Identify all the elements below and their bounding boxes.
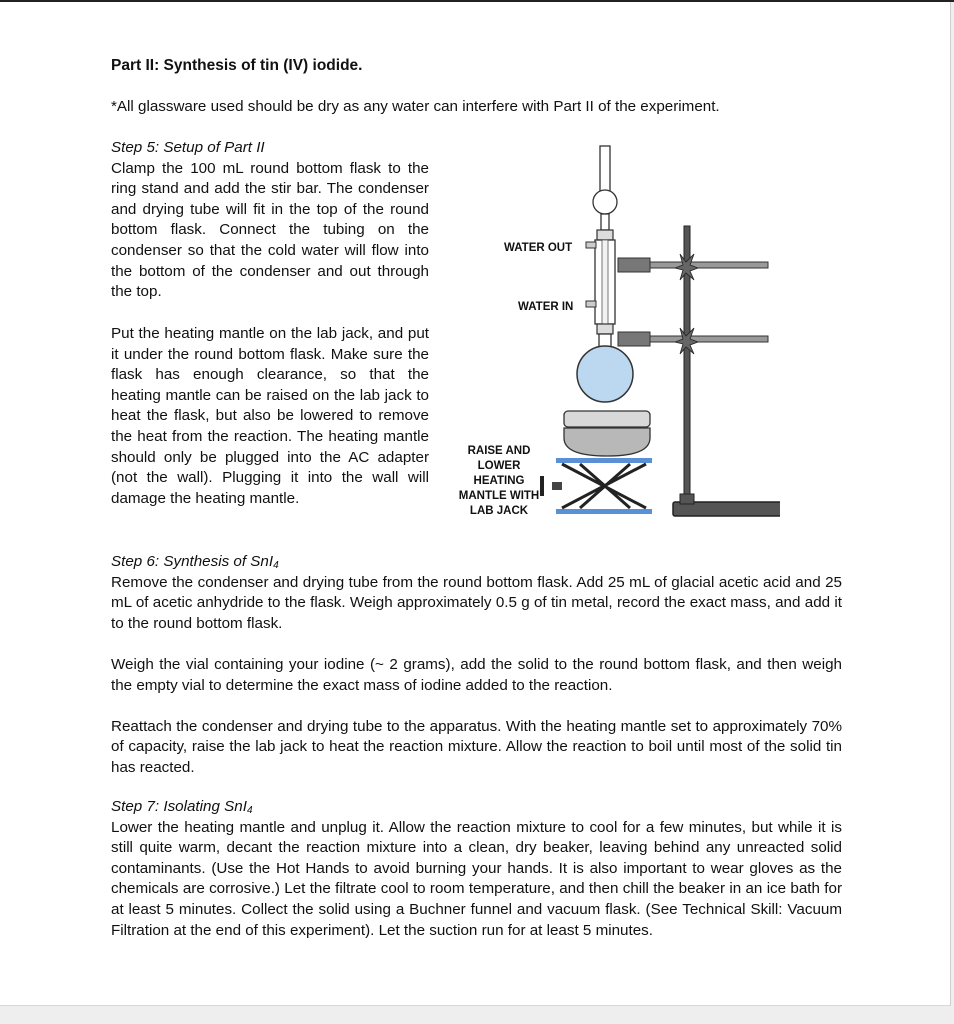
lab-jack-top: [556, 458, 652, 463]
stand-rod-foot: [680, 494, 694, 504]
step5-title: Step 5: Setup of Part II: [111, 139, 265, 156]
drying-tube-bulb: [593, 190, 617, 214]
condenser-joint-bottom: [597, 324, 613, 334]
lower-clamp-arm: [636, 336, 768, 342]
step7-title-text: Step 7: Isolating SnI: [111, 798, 247, 815]
upper-clamp-jaw: [618, 258, 650, 272]
heating-mantle-bowl: [564, 428, 650, 456]
lab-jack-knob: [552, 482, 562, 490]
lab-jack-label: [450, 444, 548, 519]
lab-jack-label-line: LOWER: [477, 460, 521, 472]
step7-section: [111, 797, 842, 941]
glassware-note: *All glassware used should be dry as any water can interfere with Part II of the experiment.: [111, 98, 720, 115]
drying-tube-stem: [601, 214, 609, 230]
water-in-label: WATER IN: [518, 301, 574, 313]
part-heading: Part II: Synthesis of tin (IV) iodide.: [111, 57, 363, 74]
lab-jack-label-line: MANTLE WITH: [458, 490, 540, 502]
drying-tube-top: [600, 146, 610, 194]
heating-mantle-rim: [564, 411, 650, 427]
lab-jack-label-line: LAB JACK: [469, 505, 529, 517]
lab-jack-bottom: [556, 509, 652, 514]
upper-clamp-arm: [636, 262, 768, 268]
step6-section: [111, 552, 842, 779]
step5-section: [111, 138, 429, 303]
step6-title-text: Step 6: Synthesis of SnI: [111, 553, 274, 570]
apparatus-diagram: [440, 138, 780, 523]
step5-paragraph-2-block: [111, 324, 429, 509]
step6-paragraph-2: Weigh the vial containing your iodine (~ 2 grams), add the solid to the round bottom flask, and then weigh the empty vial to determine the exact mass of iodine added to the reaction.: [111, 655, 842, 694]
lab-jack-label-line: HEATING: [473, 475, 525, 487]
condenser-inner: [602, 240, 608, 324]
step6-paragraph-1: Remove the condenser and drying tube from the round bottom flask. Add 25 mL of glacial acetic acid and 25 mL of acetic anhydride to the flask. Weigh approximately 0.5 g of tin metal, record the exact mass, and add it to the round bottom flask.: [111, 573, 842, 632]
water-in-port: [586, 301, 596, 307]
lab-jack-scissor: [562, 464, 646, 508]
condenser-joint-top: [597, 230, 613, 240]
lab-jack-label-line: RAISE AND: [467, 445, 531, 457]
water-out-port: [586, 242, 596, 248]
step6-paragraph-3: Reattach the condenser and drying tube to the apparatus. With the heating mantle set to approximately 70% of capacity, raise the lab jack to heat the reaction mixture. Allow the reaction to boil until most of the solid tin has reacted.: [111, 717, 842, 776]
step7-paragraph-1: Lower the heating mantle and unplug it. Allow the reaction mixture to cool for a few minutes, but while it is still quite warm, decant the reaction mixture into a clean, dry beaker, leaving behind any unreacted solid contaminants. (Use the Hot Hands to avoid burning your hands. It is also important to wear gloves as the chemicals are corrosive.) Let the filtrate cool to room temperature, and then chill the beaker in an ice bath for at least 5 minutes. Collect the solid using a Buchner funnel and vacuum flask. (See Technical Skill: Vacuum Filtration at the end of this experiment). Let the suction run for at least 5 minutes.: [111, 818, 842, 939]
step5-paragraph-2: Put the heating mantle on the lab jack, and put it under the round bottom flask. Make sure the flask has enough clearance, so that the heating mantle can be raised on the lab jack to heat the flask, but also be lowered to remove the heat from the reaction. The heating mantle should only be plugged into the AC adapter (not the wall). Plugging it into the wall will damage the heating mantle.: [111, 325, 429, 507]
water-out-label: WATER OUT: [504, 242, 573, 254]
step7-title-subscript: 4: [246, 805, 253, 816]
step7-title: [111, 797, 842, 818]
lower-clamp-jaw: [618, 332, 650, 346]
step6-title: [111, 552, 842, 573]
top-border: [0, 0, 954, 2]
step6-title-subscript: 4: [273, 560, 279, 571]
round-bottom-flask: [577, 346, 633, 402]
step5-paragraph-1: Clamp the 100 mL round bottom flask to the ring stand and add the stir bar. The condenser and drying tube will fit in the top of the round bottom flask. Connect the tubing on the condenser so that the cold water will flow into the bottom of the condenser and out through the top.: [111, 159, 429, 301]
